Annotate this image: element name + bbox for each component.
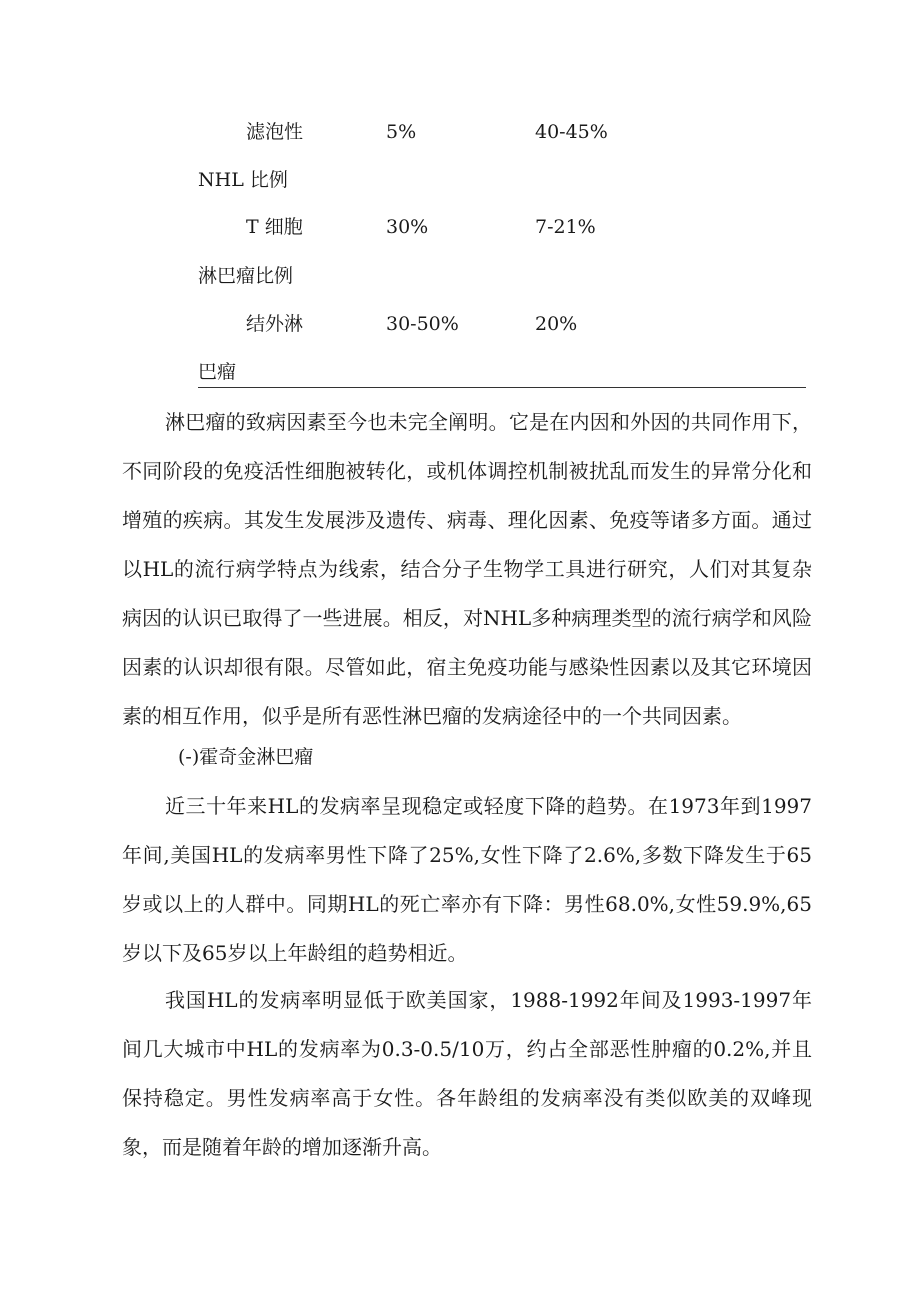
row-label-continuation: 淋巴瘤比例 — [198, 265, 294, 287]
row-label: 结外淋 — [246, 313, 304, 335]
west-value: 20% — [535, 313, 578, 335]
paragraph-etiology: 淋巴瘤的致病因素至今也未完全阐明。它是在内因和外因的共同作用下，不同阶段的免疫活性细胞被转化，或机体调控机制被扰乱而发生的异常分化和增殖的疾病。其发生发展涉及遗传、病毒、理化因素、免疫等诸多方面。通过以HL的流行病学特点为线索，结合分子生物学工具进行研究，人们对其复杂病因的认识已取得了一些进展。相反，对NHL多种病理类型的流行病学和风险因素的认识却很有限。尽管如此，宿主免疫功能与感染性因素以及其它环境因素的相互作用，似乎是所有恶性淋巴瘤的发病途径中的一个共同因素。 — [122, 410, 812, 728]
west-value: 7-21% — [535, 216, 596, 238]
table-row — [0, 117, 920, 147]
table-bottom-rule — [198, 387, 806, 388]
section-heading: (-)霍奇金淋巴瘤 — [178, 746, 314, 768]
row-label: T 细胞 — [246, 216, 303, 238]
china-value: 5% — [386, 121, 417, 143]
row-label: 滤泡性 — [246, 121, 304, 143]
row-label-continuation: 巴瘤 — [198, 361, 237, 383]
table-row — [0, 309, 920, 339]
china-value: 30% — [386, 216, 429, 238]
paragraph-us-incidence: 近三十年来HL的发病率呈现稳定或轻度下降的趋势。在1973年到1997年间,美国HL的发病率男性下降了25%,女性下降了2.6%,多数下降发生于65岁或以上的人群中。同期HL的死亡率亦有下降：男性68.0%,女性59.9%,65岁以下及65岁以上年龄组的趋势相近。 — [122, 794, 812, 965]
row-label-continuation: NHL 比例 — [198, 169, 288, 191]
west-value: 40-45% — [535, 121, 608, 143]
paragraph-china-incidence: 我国HL的发病率明显低于欧美国家，1988-1992年间及1993-1997年间几大城市中HL的发病率为0.3-0.5/10万，约占全部恶性肿瘤的0.2%,并且保持稳定。男性发病率高于女性。各年龄组的发病率没有类似欧美的双峰现象，而是随着年龄的增加逐渐升高。 — [122, 988, 812, 1159]
table-row — [0, 212, 920, 242]
china-value: 30-50% — [386, 313, 459, 335]
